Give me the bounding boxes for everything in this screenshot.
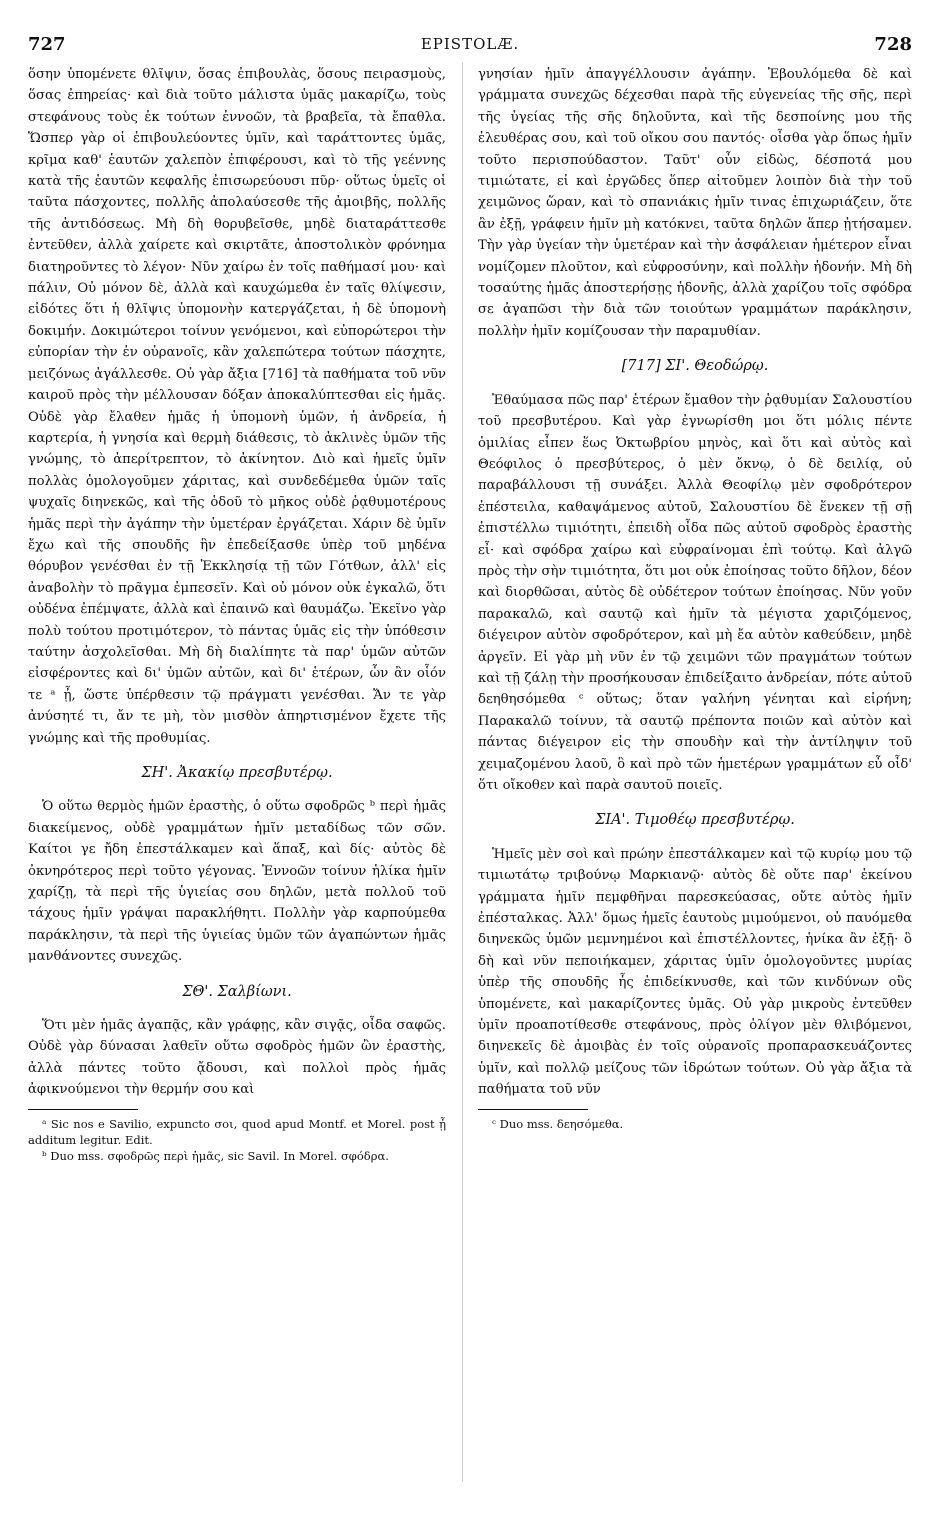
letter-heading-211: ΣΙΑ'. Τιμοθέῳ πρεσβυτέρῳ. (595, 812, 795, 829)
page-number-right: 728 (874, 34, 912, 55)
left-column (28, 64, 446, 1164)
paragraph: Ἡμεῖς μὲν σοὶ καὶ πρώην ἐπεστάλκαμεν καὶ τῷ κυρίῳ μου τῷ τιμιωτάτῳ τριβούνῳ Μαρκιανῷ· αὐτὸς δὲ οὔτε παρ' ἐκείνου γράμματα ἡμῖν πεμφθῆναι παρεσκεύασας, οὔτε αὐτὸς ἡμῖν ἐπέσταλκας. Ἀλλ' ὅμως ἡμεῖς ἑαυτοὺς μιμούμενοι, οὐ παυόμεθα διηνεκῶς ὑμῶν μεμνημένοι καὶ ἐπιστέλλοντες, ἡνίκα ἂν ἐξῇ· ὃ δὴ καὶ νῦν πεποιήκαμεν, χάριτας ὑμῖν ὁμολογοῦντες μυρίας ὑπὲρ τῆς σπουδῆς ἧς ἐπιδείκνυσθε, καὶ τῶν κινδύνων οὓς ὑπομένετε, καὶ μακαρίζοντες ὑμᾶς. Οὐ γὰρ μικροὺς ἐντεῦθεν ὑμῖν προαποτίθεσθε στεφάνους, πρὸς ὀλίγον μὲν θλιβόμενοι, διηνεκεῖς δὲ ἀμοιβὰς ἐν τοῖς οὐρανοῖς προπαρασκευάζοντες ὑμῖν, καὶ πολλῷ μείζους τῶν ἱδρώτων τούτων. Οὐ γὰρ ἄξια τὰ παθήματα τοῦ νῦν (478, 846, 912, 1098)
column-divider (462, 62, 463, 1482)
footnote-b: ᵇ Duo mss. σφοδρῶς περὶ ἡμᾶς, sic Savil. In Morel. σφόδρα. (42, 1148, 389, 1163)
footnote-a: ᵃ Sic nos e Savilio, expuncto σοι, quod apud Montf. et Morel. post ᾖ additum legitur. Edit. (28, 1116, 446, 1147)
paragraph: Ἐθαύμασα πῶς παρ' ἑτέρων ἔμαθον τὴν ῥᾳθυμίαν Σαλουστίου τοῦ πρεσβυτέρου. Καὶ γὰρ ἐγνωρίσθη μοι ὅτι μόλις πέντε ὁμιλίας εἶπεν ἕως Ὀκτωβρίου μηνὸς, καὶ ὅτι καὶ αὐτὸς καὶ Θεόφιλος ὁ πρεσβύτερος, ὁ μὲν ὄκνῳ, ὁ δὲ δειλίᾳ, οὐ παραβάλλουσι τῇ συνάξει. Ἀλλὰ Θεοφίλῳ μὲν σφοδρότερον ἐπέστειλα, καθαψάμενος αὐτοῦ, Σαλουστίου δὲ ἕνεκεν τῇ σῇ ἐπιστέλλω τιμιότητι, ἐπειδὴ οἶδα πῶς αὐτοῦ σφοδρὸς ἐραστὴς εἶ· καὶ σφόδρα χαίρω καὶ εὐφραίνομαι ἐπὶ τούτῳ. Καὶ ἀλγῶ πρὸς τὴν σὴν τιμιότητα, ὅτι μοι οὐκ ἐποίησας τοῦτο δῆλον, δέον καὶ διορθῶσαι, αὐτὸς δὲ οὐδέτερον τούτων ἐποίησας. Νῦν γοῦν παρακαλῶ, καὶ σαυτῷ καὶ ἡμῖν τὰ μέγιστα χαριζόμενος, διέγειρον αὐτὸν σφοδρότερον, καὶ μὴ ἔα αὐτὸν καθεύδειν, μηδὲ ἀργεῖν. Εἰ γὰρ μὴ νῦν ἐν τῷ χειμῶνι τῶν πραγμάτων τούτων καὶ τῇ ζάλῃ τὴν προσήκουσαν ἐπιδείξαιτο ἀνδρείαν, πότε αὐτοῦ δεηθησόμεθα ᶜ οὕτως; ὅταν γαλήνη γένηται καὶ εἰρήνη; Παρακαλῶ τοίνυν, τὰ σαυτῷ πρέποντα ποιῶν καὶ αὐτὸν καὶ πάντας διέγειρον εἰς τὴν σπουδὴν καὶ τὴν ἀντίληψιν τοῦ χειμαζομένου λαοῦ, ὃ καὶ πρὸ τῶν ἡμετέρων γραμμάτων εὖ οἶδ' ὅτι οἴκοθεν καὶ παρὰ σαυτοῦ ποιεῖς. (478, 392, 912, 793)
letter-heading-209: ΣΘ'. Σαλβίωνι. (182, 983, 292, 1000)
paragraph: γνησίαν ἡμῖν ἀπαγγέλλουσιν ἀγάπην. Ἐβουλόμεθα δὲ καὶ γράμματα συνεχῶς δέχεσθαι παρὰ τῆς εὐγενείας τῆς σῆς, περὶ τῆς ὑγείας τῆς σῆς δηλοῦντα, καὶ τῆς δεσποίνης μου τῆς ἐλευθέρας σου, καὶ τοῦ οἴκου σου παντός· οἶσθα γὰρ ὅπως ἡμῖν τοῦτο περισπούδαστον. Ταῦτ' οὖν εἰδὼς, δέσποτά μου τιμιώτατε, εἰ καὶ ἐργῶδες ὅπερ αἰτοῦμεν λοιπὸν διὰ τὴν τοῦ χειμῶνος ὥραν, καὶ τὸ σπανιάκις ἡμῖν τινας ἐπιχωριάζειν, ὅτε ἂν ἐξῇ, γράφειν ἡμῖν μὴ κατόκνει, ταῦτα δηλῶν ἅπερ ᾐτήσαμεν. Τὴν γὰρ ὑγείαν τὴν ὑμετέραν καὶ τὴν ἀσφάλειαν ἡμέτερον εἶναι νομίζομεν πλοῦτον, καὶ εὐφροσύνην, καὶ πολλὴν ἡδονήν. Μὴ δὴ τοσαύτης ἡμᾶς ἀποστερήσῃς ἡδονῆς, ἀλλὰ χαρίζου τοῖς σφόδρα σε ἀγαπῶσι τὴν διὰ τῶν τοιούτων γραμμάτων παράκλησιν, πολλὴν ἡμῖν κομίζουσαν τὴν παραμυθίαν. (478, 67, 912, 339)
page-header (28, 34, 912, 58)
letter-heading-208: ΣΗ'. Ἀκακίῳ πρεσβυτέρῳ. (141, 765, 333, 781)
letter-heading-210: [717] ΣΙ'. Θεοδώρῳ. (621, 358, 769, 375)
page-number-left: 727 (28, 34, 66, 55)
paragraph: Ὅτι μὲν ἡμᾶς ἀγαπᾷς, κἂν γράφῃς, κἂν σιγᾷς, οἶδα σαφῶς. Οὐδὲ γὰρ δύνασαι λαθεῖν οὕτω σφοδρὸς ἡμῶν ὢν ἐραστὴς, ἀλλὰ πάντες τοῦτο ᾄδουσι, καὶ πολλοὶ πρὸς ἡμᾶς ἀφικνούμενοι τὴν θερμήν σου καὶ (28, 1018, 446, 1098)
running-title: EPISTOLÆ. (420, 35, 520, 53)
paragraph: Ὁ οὕτω θερμὸς ἡμῶν ἐραστὴς, ὁ οὕτω σφοδρῶς ᵇ περὶ ἡμᾶς διακείμενος, οὐδὲ γραμμάτων ἡμῖν μεταδίδως τῶν σῶν. Καίτοι γε ἤδη ἐπεστάλκαμεν καὶ ἅπαξ, καὶ δίς· αὐτὸς δὲ ὀκνηρότερος περὶ τοῦτο γέγονας. Ἐννοῶν τοίνυν ἡλίκα ἡμῖν χαρίζῃ, τὰ περὶ τῆς ὑγιείας σου δηλῶν, μετὰ πολλοῦ τοῦ τάχους ἡμῖν γράψαι παρακλήθητι. Πολλὴν γὰρ καρπούμεθα παράκλησιν, τὰ περὶ τῆς ὑγιείας ὑμῶν τῶν ἀγαπώντων ἡμᾶς μανθάνοντες συνεχῶς. (28, 799, 446, 965)
paragraph: ὅσην ὑπομένετε θλῖψιν, ὅσας ἐπιβουλὰς, ὅσους πειρασμοὺς, ὅσας ἐπηρείας· καὶ διὰ τοῦτο μάλιστα ὑμᾶς μακαρίζω, τοὺς στεφάνους τοὺς ἐκ τούτων ἐννοῶν, τὰ βραβεῖα, τὰ ἔπαθλα. Ὥσπερ γὰρ οἱ ἐπιβουλεύοντες ὑμῖν, καὶ ταράττοντες ὑμᾶς, κρῖμα καθ' ἑαυτῶν χαλεπὸν ἐπιφέρουσι, καὶ τὸ τῆς γεέννης κατὰ τῆς ἑαυτῶν κεφαλῆς ἐπισωρεύουσι πῦρ· οὕτως ὑμεῖς οἱ ταῦτα πάσχοντες, πολλῆς ἀπολαύσεσθε τῆς ἀμοιβῆς, πολλῆς τῆς ἀντιδόσεως. Μὴ δὴ θορυβεῖσθε, μηδὲ διαταράττεσθε ἐντεῦθεν, ἀλλὰ χαίρετε καὶ σκιρτᾶτε, ἀποστολικὸν φρόνημα διατηροῦντες τὸ λέγον· Νῦν χαίρω ἐν τοῖς παθήμασί μου· καὶ πάλιν, Οὐ μόνον δὲ, ἀλλὰ καὶ καυχώμεθα ἐν ταῖς θλίψεσιν, εἰδότες ὅτι ἡ θλῖψις ὑπομονὴν κατεργάζεται, ἡ δὲ ὑπομονὴ δοκιμήν. Δοκιμώτεροι τοίνυν γενόμενοι, καὶ εὐπορώτεροι τὴν εὐπορίαν τὴν ἐν οὐρανοῖς, κἂν χαλεπώτερα τούτων πάσχητε, μειζόνως ἀγάλλεσθε. Οὐ γὰρ ἄξια [716] τὰ παθήματα τοῦ νῦν καιροῦ πρὸς τὴν μέλλουσαν δόξαν ἀποκαλύπτεσθαι εἰς ἡμᾶς. Οὐδὲ γὰρ ἔλαθεν ἡμᾶς ἡ ὑπομονὴ ὑμῶν, ἡ ἀνδρεία, ἡ καρτερία, ἡ γνησία καὶ θερμὴ διάθεσις, τὸ ἀκλινὲς ὑμῶν τῆς γνώμης, τὸ ἀπερίτρεπτον, τὸ ἀκίνητον. Διὸ καὶ ἡμεῖς ὑμῖν πολλὰς ὁμολογοῦμεν χάριτας, καὶ συνδεδέμεθα ὑμῶν ταῖς ψυχαῖς διηνεκῶς, καὶ τῆς ὁδοῦ τὸ μῆκος οὐδὲ ῥᾳθυμοτέρους ἡμᾶς περὶ τὴν ἀγάπην τὴν ὑμετέραν ἐργάζεται. Χάριν δὲ ὑμῖν ἔχω καὶ τῆς σπουδῆς ἣν ἐπεδείξασθε ὑπὲρ τοῦ μηδένα θόρυβον γενέσθαι ἐν τῇ Ἐκκλησίᾳ τῇ τῶν Γότθων, ἀλλ' εἰς ἀναβολὴν τὸ πρᾶγμα ἐμπεσεῖν. Καὶ οὐ μόνον οὐκ ἐγκαλῶ, ὅτι οὐδένα ἐπέμψατε, ἀλλὰ καὶ ἐπαινῶ καὶ θαυμάζω. Ἐκεῖνο γὰρ πολὺ τούτου προτιμότερον, τὸ πάντας ὑμᾶς εἰς τὴν ὑπόθεσιν ταύτην ἀσχολεῖσθαι. Μὴ δὴ διαλίπητε τὰ παρ' ὑμῶν αὐτῶν εἰσφέροντες καὶ δι' ὑμῶν αὐτῶν, καὶ δι' ἑτέρων, ὧν ἂν οἷόν τε ᵃ ᾖ, ὥστε ὑπέρθεσιν τῷ πράγματι γενέσθαι. Ἄν τε γὰρ ἀνύσητέ τι, ἄν τε μὴ, τὸν μισθὸν ἀπηρτισμένον ἔχετε τῆς γνώμης καὶ τῆς προθυμίας. (28, 67, 446, 746)
footnote-rule (28, 1109, 138, 1110)
footnote-rule (478, 1109, 588, 1110)
footnote-c: ᶜ Duo mss. δεησόμεθα. (492, 1116, 624, 1131)
right-column (478, 64, 912, 1132)
